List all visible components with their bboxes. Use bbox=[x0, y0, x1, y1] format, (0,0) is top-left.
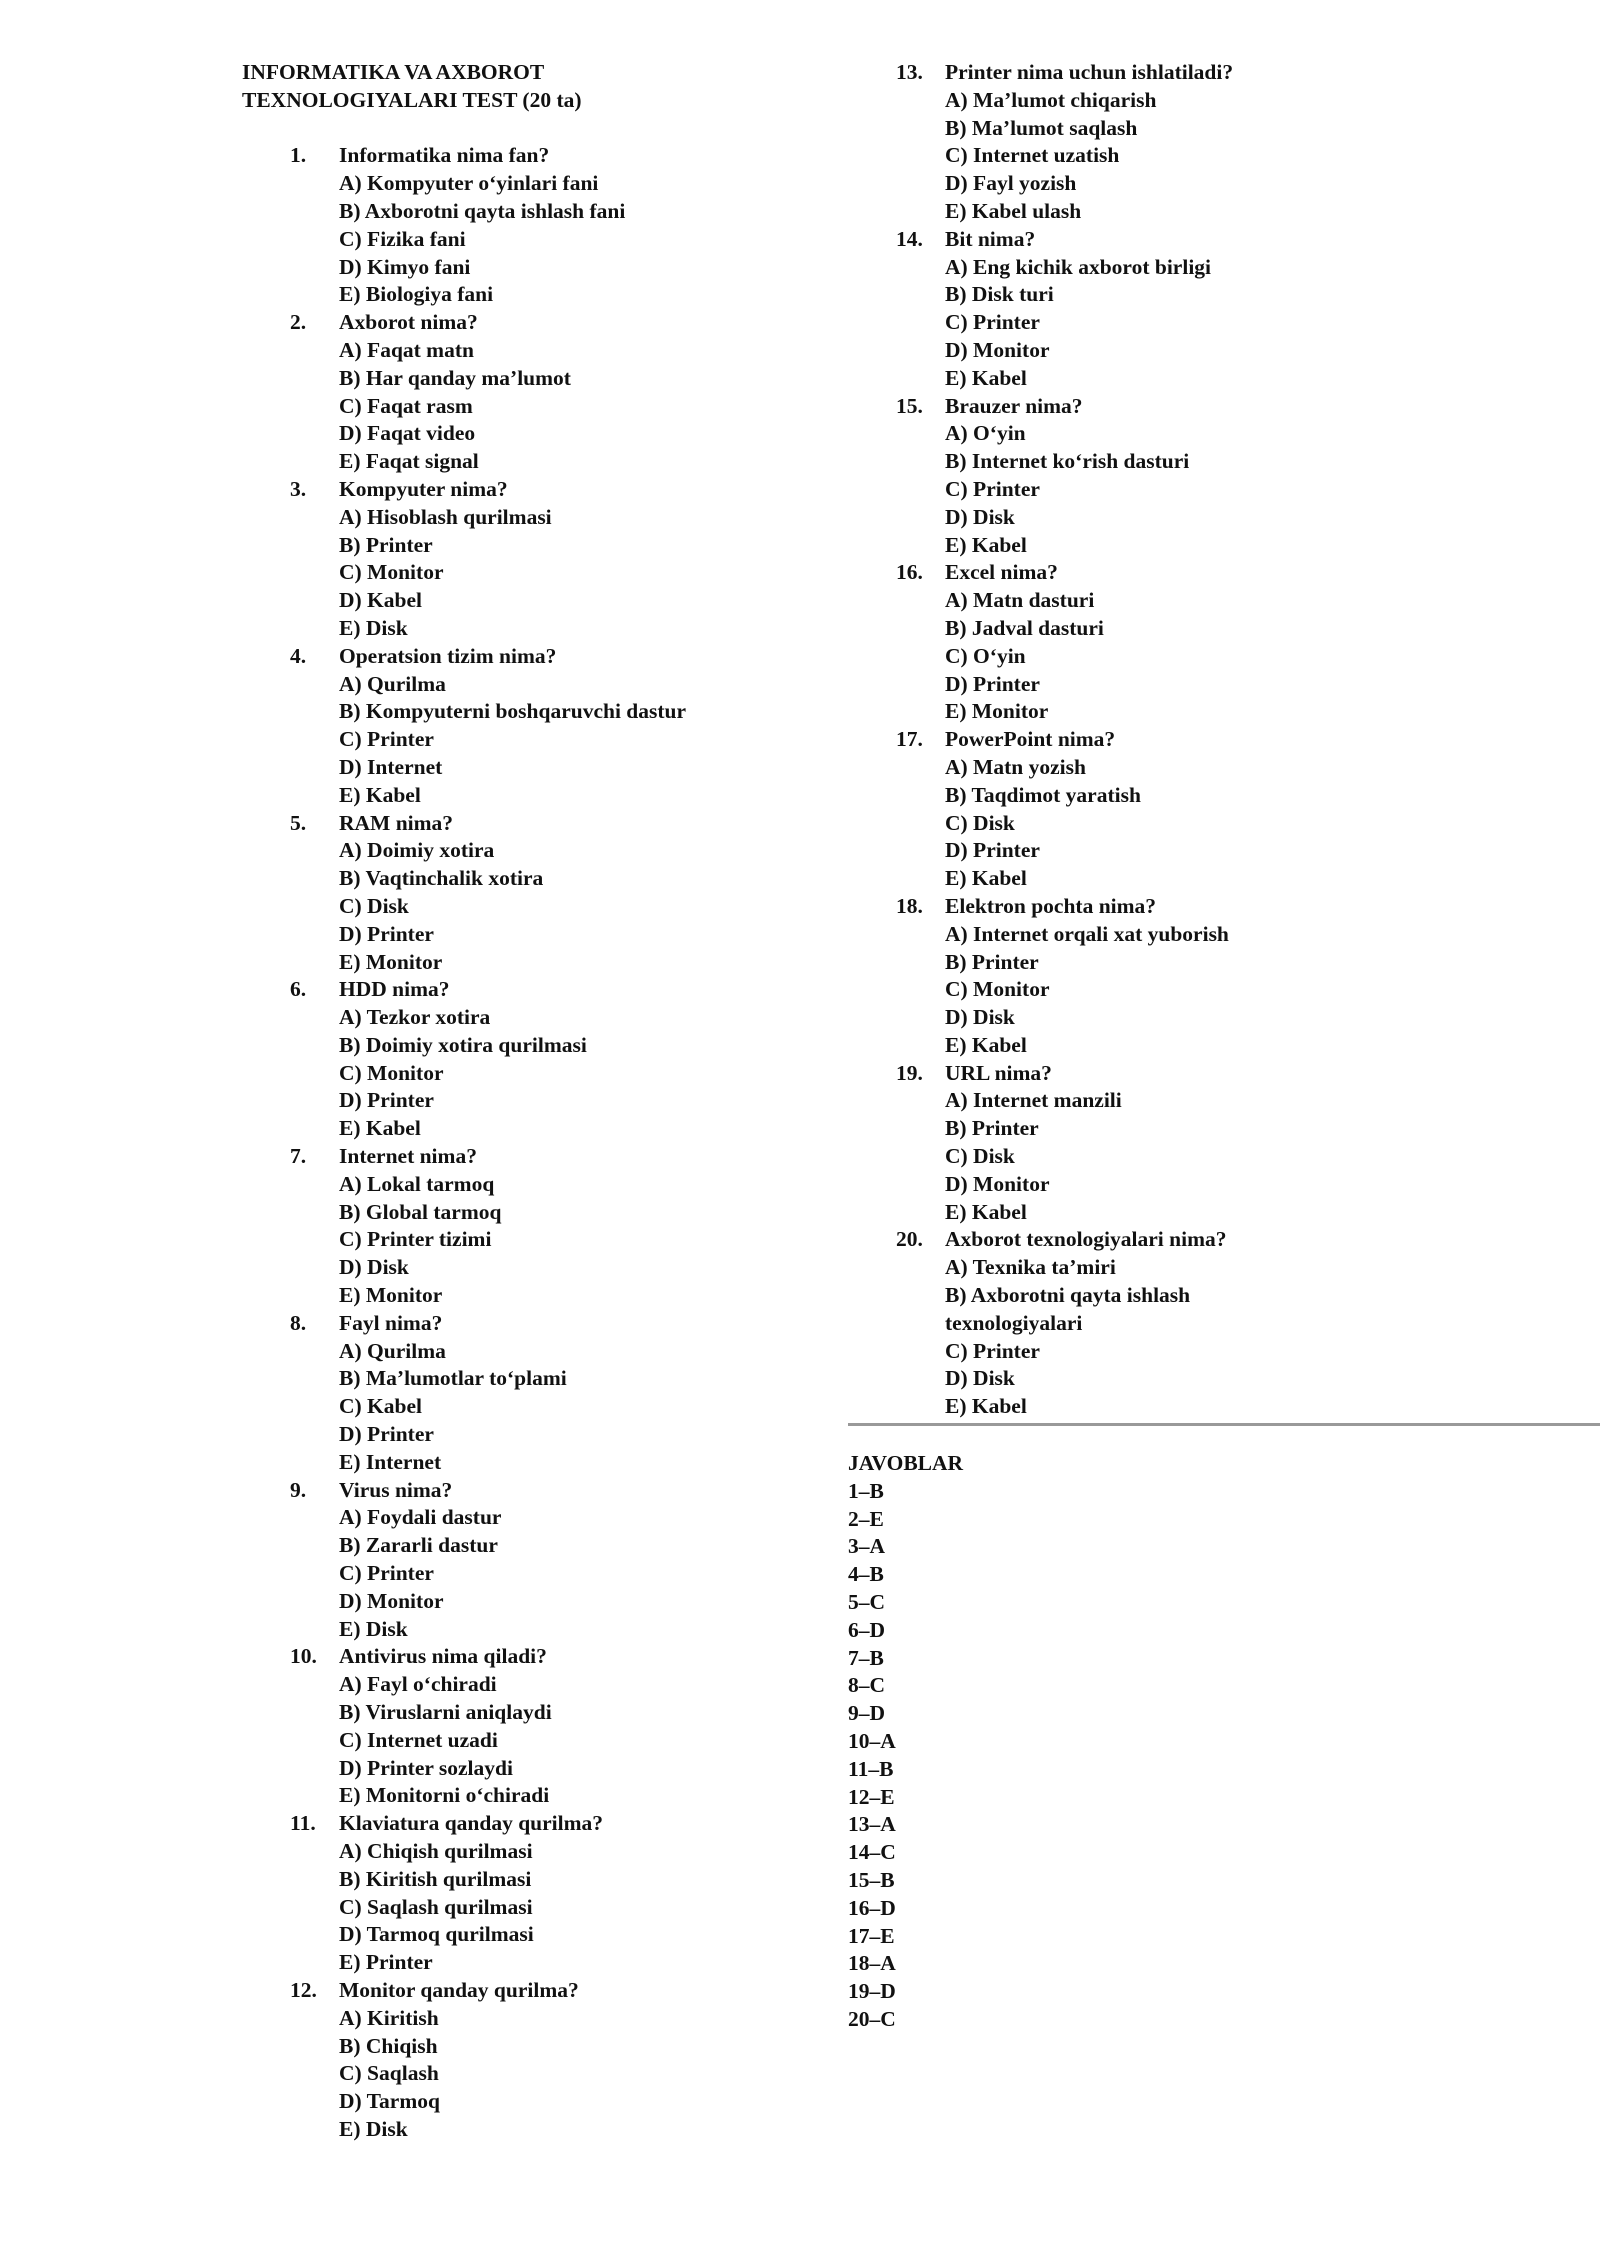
question-number: 1. bbox=[290, 143, 307, 168]
answer-option: D) Internet bbox=[339, 754, 443, 779]
answer-option: C) Internet uzadi bbox=[339, 1727, 498, 1752]
answer-key-item: 2–E bbox=[848, 1506, 884, 1531]
question-item bbox=[242, 1810, 802, 1977]
answer-key-item: 5–C bbox=[848, 1590, 886, 1615]
question-body bbox=[339, 810, 802, 977]
answer-option: D) Printer bbox=[945, 671, 1040, 696]
question-item bbox=[242, 476, 802, 643]
answer-option: A) Chiqish qurilmasi bbox=[339, 1839, 533, 1863]
question-item bbox=[848, 393, 1600, 560]
answer-option: D) Printer bbox=[945, 838, 1040, 863]
question-item bbox=[242, 1643, 802, 1810]
answer-option: D) Printer bbox=[339, 1088, 434, 1113]
answer-option: B) Zararli dastur bbox=[339, 1533, 498, 1558]
answer-option: B) Taqdimot yaratish bbox=[945, 782, 1141, 807]
question-text: Axborot texnologiyalari nima? bbox=[945, 1227, 1227, 1252]
answer-option: C) Disk bbox=[945, 810, 1015, 835]
answer-option: E) Kabel bbox=[945, 1032, 1027, 1057]
answer-option: D) Faqat video bbox=[339, 421, 476, 446]
question-text: Informatika nima fan? bbox=[339, 143, 550, 168]
answer-option: E) Biologiya fani bbox=[339, 282, 494, 307]
answer-option: A) Doimiy xotira bbox=[339, 838, 495, 863]
document-title bbox=[242, 59, 802, 115]
answer-option: C) Disk bbox=[339, 893, 409, 918]
question-text: Excel nima? bbox=[945, 560, 1058, 585]
answer-key-item: 1–B bbox=[848, 1478, 884, 1503]
question-number: 6. bbox=[290, 977, 307, 1002]
question-body bbox=[945, 559, 1600, 726]
answer-option: C) Monitor bbox=[945, 977, 1050, 1002]
answer-key-item: 9–D bbox=[848, 1701, 886, 1726]
question-text: Fayl nima? bbox=[339, 1310, 443, 1335]
question-text: Kompyuter nima? bbox=[339, 476, 508, 501]
answer-option: C) Saqlash bbox=[339, 2061, 439, 2086]
answer-option: C) Kabel bbox=[339, 1394, 423, 1419]
answer-option: E) Monitor bbox=[339, 1283, 443, 1308]
question-number: 12. bbox=[290, 1977, 317, 2002]
section-divider bbox=[848, 1423, 1600, 1426]
answer-option: E) Internet bbox=[339, 1449, 442, 1474]
answer-option: C) Disk bbox=[945, 1144, 1015, 1169]
answer-option: E) Kabel bbox=[339, 1116, 421, 1141]
answer-option: B) Doimiy xotira qurilmasi bbox=[339, 1032, 587, 1057]
answer-option: E) Disk bbox=[339, 2116, 408, 2141]
answer-option: B) Printer bbox=[945, 1116, 1039, 1141]
answer-option: D) Disk bbox=[339, 1255, 409, 1280]
answer-option: B) Chiqish bbox=[339, 2033, 438, 2058]
question-text: Operatsion tizim nima? bbox=[339, 643, 557, 668]
answer-key-item: 6–D bbox=[848, 1617, 886, 1642]
question-item bbox=[242, 976, 802, 1143]
answer-option: A) Kompyuter o‘yinlari fani bbox=[339, 171, 599, 196]
question-body bbox=[339, 476, 802, 643]
answer-option: D) Fayl yozish bbox=[945, 171, 1077, 196]
answer-key-item: 3–A bbox=[848, 1534, 886, 1559]
answer-option: A) Matn yozish bbox=[945, 754, 1086, 779]
answer-option: D) Printer sozlaydi bbox=[339, 1755, 513, 1780]
answer-option: E) Printer bbox=[339, 1950, 433, 1975]
answer-option: A) Internet orqali xat yuborish bbox=[945, 921, 1229, 946]
answer-key-item: 4–B bbox=[848, 1562, 884, 1587]
question-body bbox=[339, 1643, 802, 1810]
question-body bbox=[945, 893, 1600, 1060]
question-body bbox=[945, 59, 1600, 226]
answer-option: E) Monitor bbox=[945, 699, 1049, 724]
answer-option: B) Global tarmoq bbox=[339, 1199, 502, 1224]
question-number: 2. bbox=[290, 310, 307, 335]
answer-key-item: 7–B bbox=[848, 1645, 884, 1670]
answer-option: C) Printer bbox=[339, 727, 434, 752]
answer-option: A) Kiritish bbox=[339, 2005, 439, 2030]
question-body bbox=[339, 1143, 802, 1310]
answer-option: D) Printer bbox=[339, 921, 434, 946]
question-text: Elektron pochta nima? bbox=[945, 893, 1157, 918]
question-item bbox=[848, 893, 1600, 1060]
question-number: 10. bbox=[290, 1644, 317, 1669]
answer-option: D) Monitor bbox=[339, 1588, 444, 1613]
answer-option: A) Foydali dastur bbox=[339, 1505, 502, 1530]
question-item bbox=[242, 810, 802, 977]
question-number: 5. bbox=[290, 810, 307, 835]
question-body bbox=[945, 726, 1600, 893]
answer-key-item: 16–D bbox=[848, 1895, 896, 1920]
question-body bbox=[339, 1310, 802, 1477]
question-number: 18. bbox=[896, 893, 923, 918]
question-body bbox=[339, 643, 802, 810]
answer-key-item: 20–C bbox=[848, 2006, 896, 2031]
answer-option: B) Printer bbox=[945, 949, 1039, 974]
answer-key-item: 12–E bbox=[848, 1784, 895, 1809]
question-body bbox=[945, 226, 1600, 393]
question-number: 16. bbox=[896, 560, 923, 585]
question-number: 14. bbox=[896, 226, 923, 251]
question-number: 20. bbox=[896, 1227, 923, 1252]
question-item bbox=[242, 142, 802, 309]
answer-option: texnologiyalari bbox=[945, 1310, 1083, 1335]
answer-option: B) Internet ko‘rish dasturi bbox=[945, 449, 1190, 474]
answer-option: B) Axborotni qayta ishlash bbox=[945, 1283, 1191, 1308]
question-body bbox=[339, 142, 802, 309]
answer-option: E) Faqat signal bbox=[339, 449, 479, 474]
answer-option: E) Disk bbox=[339, 1616, 408, 1641]
answer-option: A) Fayl o‘chiradi bbox=[339, 1672, 497, 1697]
question-item bbox=[848, 726, 1600, 893]
answer-option: D) Kimyo fani bbox=[339, 254, 471, 279]
answer-option: E) Monitor bbox=[339, 949, 443, 974]
answer-key-item: 13–A bbox=[848, 1812, 896, 1837]
answers-title: JAVOBLAR bbox=[848, 1451, 964, 1476]
answer-key-item: 18–A bbox=[848, 1951, 896, 1976]
answer-option: A) Faqat matn bbox=[339, 337, 474, 362]
answer-key-item: 19–D bbox=[848, 1979, 896, 2004]
left-column bbox=[242, 59, 802, 2144]
answer-option: E) Kabel bbox=[339, 782, 421, 807]
answer-option: D) Tarmoq bbox=[339, 2089, 440, 2114]
question-body bbox=[945, 1226, 1600, 1421]
question-text: Bit nima? bbox=[945, 226, 1036, 251]
answer-key-item: 8–C bbox=[848, 1673, 886, 1698]
answer-option: C) Saqlash qurilmasi bbox=[339, 1894, 533, 1919]
question-item bbox=[848, 59, 1600, 226]
answer-option: C) Printer bbox=[945, 1338, 1040, 1363]
question-item bbox=[242, 643, 802, 810]
answer-option: A) Qurilma bbox=[339, 671, 446, 696]
question-item bbox=[848, 226, 1600, 393]
question-text: Internet nima? bbox=[339, 1144, 477, 1169]
title-line-1: INFORMATIKA VA AXBOROT bbox=[242, 60, 545, 84]
question-number: 15. bbox=[896, 393, 923, 418]
answer-option: C) Faqat rasm bbox=[339, 393, 473, 418]
question-body bbox=[339, 976, 802, 1143]
question-item bbox=[848, 1060, 1600, 1227]
answer-option: E) Kabel ulash bbox=[945, 198, 1082, 223]
answer-key-item: 11–B bbox=[848, 1756, 894, 1781]
question-item bbox=[242, 1310, 802, 1477]
answer-option: D) Disk bbox=[945, 504, 1015, 529]
question-number: 3. bbox=[290, 476, 307, 501]
question-item bbox=[242, 1977, 802, 2144]
answer-option: C) Internet uzatish bbox=[945, 143, 1120, 168]
answer-option: E) Monitorni o‘chiradi bbox=[339, 1783, 550, 1808]
question-number: 19. bbox=[896, 1060, 923, 1085]
answer-key-item: 15–B bbox=[848, 1868, 895, 1892]
answer-option: E) Kabel bbox=[945, 532, 1027, 557]
answer-option: D) Monitor bbox=[945, 337, 1050, 362]
answer-option: B) Ma’lumotlar to‘plami bbox=[339, 1366, 567, 1391]
answer-option: D) Disk bbox=[945, 1366, 1015, 1391]
question-text: Monitor qanday qurilma? bbox=[339, 1977, 579, 2002]
question-number: 13. bbox=[896, 60, 923, 84]
question-item bbox=[242, 1477, 802, 1644]
answer-option: D) Tarmoq qurilmasi bbox=[339, 1922, 534, 1947]
answer-option: A) Matn dasturi bbox=[945, 588, 1095, 613]
question-item bbox=[242, 1143, 802, 1310]
answer-option: A) Hisoblash qurilmasi bbox=[339, 504, 552, 529]
question-text: URL nima? bbox=[945, 1060, 1052, 1085]
answer-option: C) Printer bbox=[945, 476, 1040, 501]
question-body bbox=[945, 393, 1600, 560]
answer-option: C) Monitor bbox=[339, 560, 444, 585]
question-number: 17. bbox=[896, 727, 923, 752]
question-body bbox=[339, 1977, 802, 2144]
question-item bbox=[848, 1226, 1600, 1421]
questions-list-left bbox=[242, 142, 802, 2143]
answer-option: C) Printer tizimi bbox=[339, 1227, 492, 1252]
question-text: PowerPoint nima? bbox=[945, 727, 1116, 752]
question-text: Antivirus nima qiladi? bbox=[339, 1644, 547, 1669]
answer-option: B) Printer bbox=[339, 532, 433, 557]
answer-option: E) Kabel bbox=[945, 1394, 1027, 1419]
answer-option: C) O‘yin bbox=[945, 643, 1026, 668]
answer-option: B) Axborotni qayta ishlash fani bbox=[339, 198, 626, 223]
answer-option: B) Disk turi bbox=[945, 282, 1054, 307]
answer-option: D) Disk bbox=[945, 1005, 1015, 1030]
answer-option: A) Eng kichik axborot birligi bbox=[945, 254, 1212, 279]
title-line-2: TEXNOLOGIYALARI TEST (20 ta) bbox=[242, 87, 582, 112]
answer-option: A) O‘yin bbox=[945, 421, 1026, 446]
question-text: Printer nima uchun ishlatiladi? bbox=[945, 60, 1234, 84]
answer-option: B) Kompyuterni boshqaruvchi dastur bbox=[339, 699, 687, 724]
question-body bbox=[339, 309, 802, 476]
question-text: Brauzer nima? bbox=[945, 393, 1083, 418]
answer-option: B) Jadval dasturi bbox=[945, 615, 1104, 640]
answer-option: E) Kabel bbox=[945, 866, 1027, 891]
answer-key-item: 17–E bbox=[848, 1923, 895, 1948]
question-body bbox=[339, 1477, 802, 1644]
answer-option: C) Fizika fani bbox=[339, 226, 466, 251]
question-number: 11. bbox=[290, 1811, 316, 1836]
answer-option: A) Internet manzili bbox=[945, 1088, 1122, 1113]
questions-list-right bbox=[848, 59, 1600, 1421]
answer-key-item: 14–C bbox=[848, 1840, 896, 1865]
answer-key-item: 10–A bbox=[848, 1729, 896, 1754]
answer-option: D) Printer bbox=[339, 1422, 434, 1447]
right-column bbox=[848, 59, 1600, 2034]
answer-option: C) Monitor bbox=[339, 1060, 444, 1085]
question-text: Klaviatura qanday qurilma? bbox=[339, 1811, 604, 1836]
answer-option: C) Printer bbox=[945, 310, 1040, 335]
answer-option: D) Monitor bbox=[945, 1171, 1050, 1196]
answer-option: A) Qurilma bbox=[339, 1338, 446, 1363]
question-number: 7. bbox=[290, 1144, 307, 1169]
answer-option: D) Kabel bbox=[339, 588, 423, 613]
answer-option: B) Vaqtinchalik xotira bbox=[339, 866, 544, 891]
answers-list bbox=[848, 1478, 1600, 2034]
question-item bbox=[848, 559, 1600, 726]
answer-option: A) Lokal tarmoq bbox=[339, 1171, 495, 1196]
question-item bbox=[242, 309, 802, 476]
question-number: 8. bbox=[290, 1310, 307, 1335]
question-number: 4. bbox=[290, 643, 307, 668]
answer-option: A) Ma’lumot chiqarish bbox=[945, 87, 1157, 112]
question-body bbox=[339, 1810, 802, 1977]
answer-option: B) Viruslarni aniqlaydi bbox=[339, 1700, 552, 1725]
answer-option: C) Printer bbox=[339, 1561, 434, 1586]
question-text: RAM nima? bbox=[339, 810, 454, 835]
question-text: Axborot nima? bbox=[339, 310, 478, 335]
answer-option: B) Har qanday ma’lumot bbox=[339, 365, 571, 390]
question-text: HDD nima? bbox=[339, 977, 450, 1002]
answer-option: B) Ma’lumot saqlash bbox=[945, 115, 1138, 140]
answer-option: E) Kabel bbox=[945, 1199, 1027, 1224]
answer-option: B) Kiritish qurilmasi bbox=[339, 1866, 532, 1891]
question-body bbox=[945, 1060, 1600, 1227]
question-text: Virus nima? bbox=[339, 1477, 453, 1502]
answer-option: A) Texnika ta’miri bbox=[945, 1255, 1116, 1280]
question-number: 9. bbox=[290, 1477, 307, 1502]
answer-option: E) Kabel bbox=[945, 365, 1027, 390]
answer-option: E) Disk bbox=[339, 615, 408, 640]
answer-option: A) Tezkor xotira bbox=[339, 1005, 491, 1030]
